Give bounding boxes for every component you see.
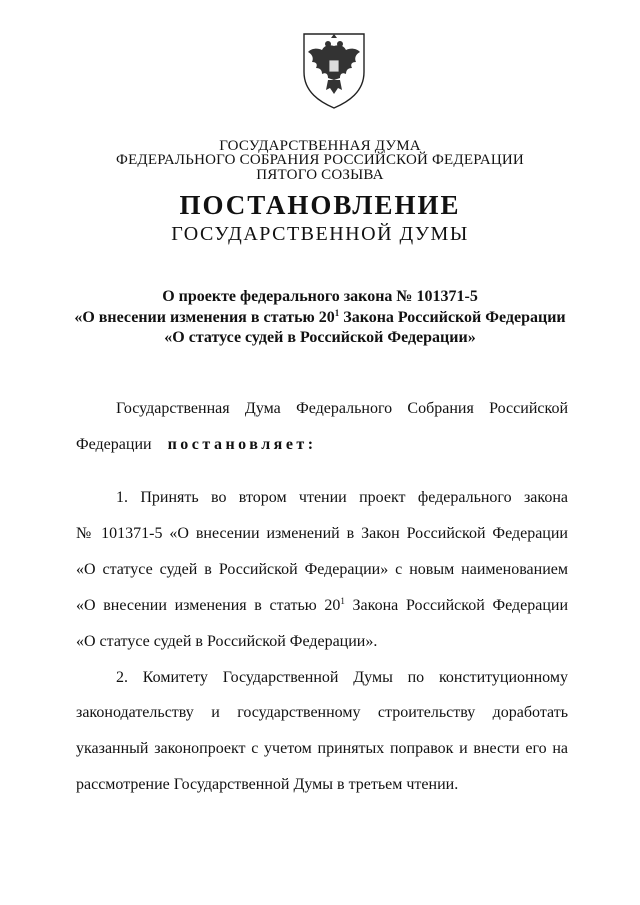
org-name-line1: ГОСУДАРСТВЕННАЯ ДУМА	[219, 138, 421, 154]
document-title: ПОСТАНОВЛЕНИЕ	[179, 190, 461, 220]
item1-line2: № 101371-5 «О внесении изменений в Закон Российской Федерации	[76, 525, 568, 542]
coat-of-arms-emblem	[298, 30, 370, 110]
subject-line1: О проекте федерального закона № 101371-5	[162, 288, 478, 305]
item1-line3: «О статусе судей в Российской Федерации» с новым наименованием	[76, 561, 568, 578]
item1-line4	[76, 597, 568, 615]
convocation: ПЯТОГО СОЗЫВА	[256, 167, 384, 183]
document-subtitle: ГОСУДАРСТВЕННОЙ ДУМЫ	[171, 223, 469, 245]
resolves-word: постановляет:	[167, 436, 317, 453]
item1-line4-text: «О внесении изменения в статью 20	[76, 597, 341, 614]
subject-line2-rest: Закона Российской Федерации	[339, 309, 566, 326]
item1-superscript: 1	[340, 596, 345, 606]
preamble-word: Федерации	[76, 436, 152, 453]
subject-line3: «О статусе судей в Российской Федерации»	[164, 329, 476, 346]
item2-line2: законодательству и государственному строительству доработать	[76, 704, 568, 721]
item2-line1: 2. Комитету Государственной Думы по конституционному	[116, 669, 568, 686]
org-name-line2: ФЕДЕРАЛЬНОГО СОБРАНИЯ РОССИЙСКОЙ ФЕДЕРАЦИИ	[116, 152, 524, 168]
preamble-line2	[76, 436, 568, 454]
preamble-line1: Государственная Дума Федерального Собрания Российской	[116, 400, 568, 417]
item1-line5: «О статусе судей в Российской Федерации».	[76, 633, 378, 650]
item1-line1: 1. Принять во втором чтении проект федерального закона	[116, 489, 568, 506]
item2-line3: указанный законопроект с учетом принятых поправок и внести его на	[76, 740, 568, 757]
item1-line4-rest: Закона Российской Федерации	[344, 597, 569, 614]
subject-line2	[0, 309, 640, 327]
item2-line4: рассмотрение Государственной Думы в третьем чтении.	[76, 776, 459, 793]
subject-superscript: 1	[334, 308, 340, 318]
subject-line2-text: «О внесении изменения в статью 20	[74, 309, 335, 326]
